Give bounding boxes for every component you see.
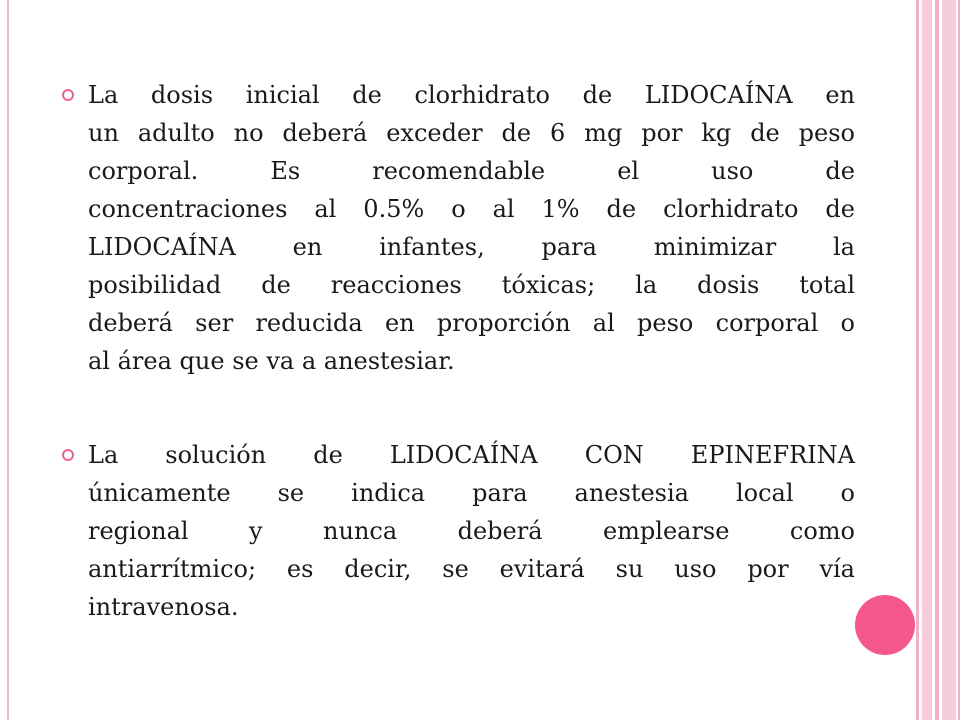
paragraph-line: al área que se va a anestesiar. [88, 347, 455, 375]
stripe [922, 0, 932, 720]
paragraph-line: antiarrítmico; es decir, se evitará su uso por vía [88, 555, 855, 583]
paragraph-line: posibilidad de reacciones tóxicas; la dosis total [88, 271, 855, 299]
paragraph-line: La dosis inicial de clorhidrato de LIDOCAÍNA en [88, 81, 855, 109]
paragraph-line: concentraciones al 0.5% o al 1% de clorhidrato de [88, 195, 855, 223]
stripe [935, 0, 939, 720]
accent-circle [855, 595, 915, 655]
stripe [942, 0, 956, 720]
paragraph [88, 436, 855, 626]
paragraph-line: corporal. Es recomendable el uso de [88, 157, 855, 185]
paragraph-line: La solución de LIDOCAÍNA CON EPINEFRINA [88, 441, 855, 469]
paragraph-line: un adulto no deberá exceder de 6 mg por kg de peso [88, 119, 855, 147]
paragraph-line: LIDOCAÍNA en infantes, para minimizar la [88, 233, 855, 261]
paragraph [88, 76, 855, 380]
paragraph-line: deberá ser reducida en proporción al peso corporal o [88, 309, 855, 337]
paragraph-line: únicamente se indica para anestesia local o [88, 479, 855, 507]
left-border-line [7, 0, 9, 720]
paragraph-line: regional y nunca deberá emplearse como [88, 517, 855, 545]
ring-bullet-icon [62, 89, 74, 101]
paragraph-line: intravenosa. [88, 593, 239, 621]
ring-bullet-icon [62, 449, 74, 461]
stripe [916, 0, 919, 720]
